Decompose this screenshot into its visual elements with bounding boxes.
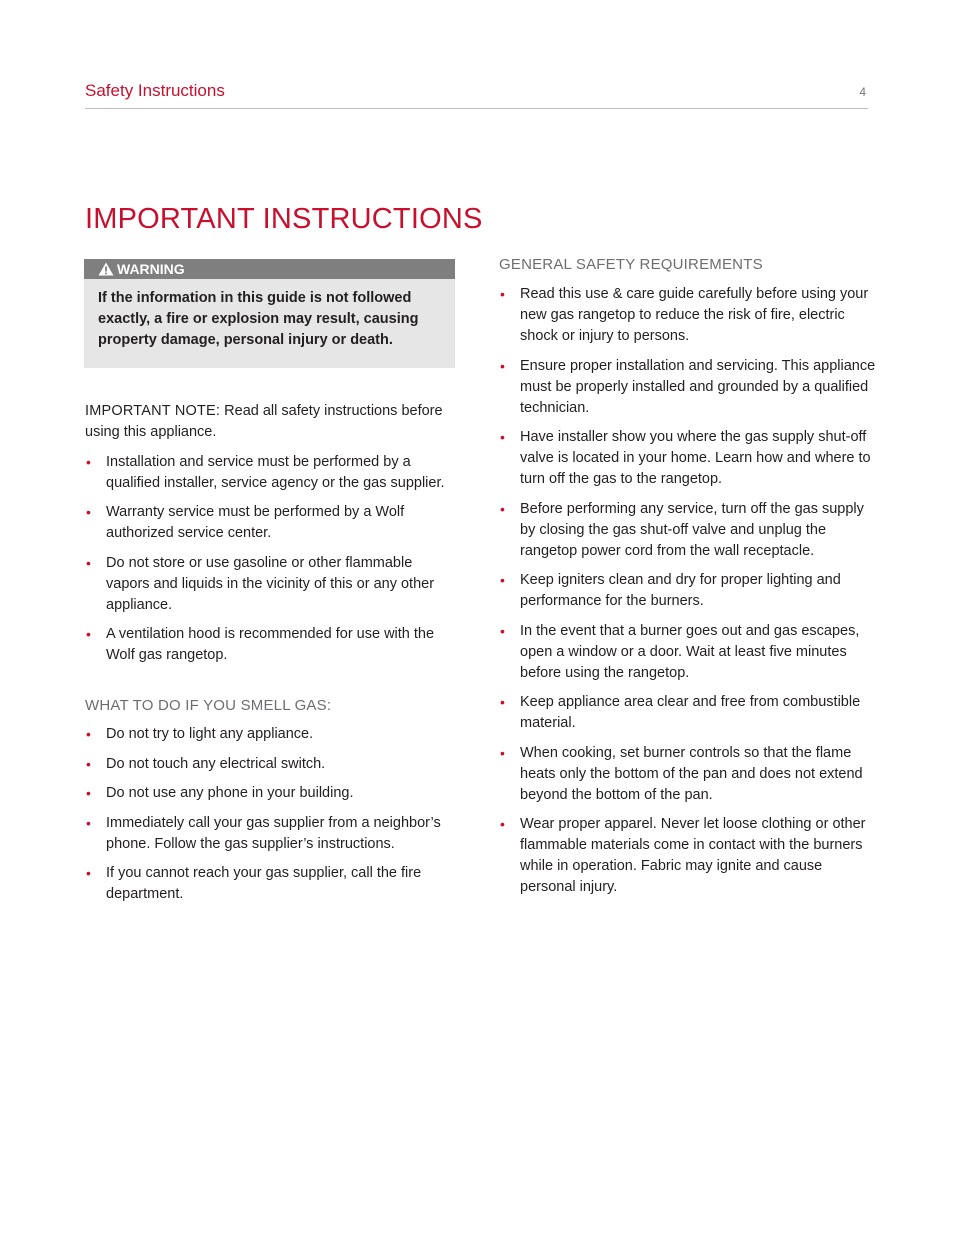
list-item: [85, 783, 457, 804]
bullet-dot-icon: •: [86, 554, 91, 571]
page-number: 4: [859, 85, 866, 99]
list-item: [499, 284, 877, 347]
list-item-text: Read this use & care guide carefully before using your new gas rangetop to reduce the risk of fire, electric shock or injury to persons.: [520, 286, 869, 344]
list-item-text: When cooking, set burner controls so that the flame heats only the bottom of the pan and does not extend beyond the bottom of the pan.: [520, 744, 863, 803]
bullet-dot-icon: •: [86, 865, 91, 881]
header-section-title: Safety Instructions: [85, 81, 225, 100]
list-item-text: Ensure proper installation and servicing. This appliance must be properly installed and grounded by a qualified technician.: [520, 357, 876, 416]
bullet-dot-icon: •: [500, 286, 505, 302]
list-item: [499, 499, 877, 562]
list-item-text: Have installer show you where the gas supply shut-off valve is located in your home. Learn how and where to turn off the gas to the rangetop.: [520, 429, 871, 487]
bullet-dot-icon: •: [500, 694, 505, 710]
list-item: [499, 570, 877, 612]
bullet-dot-icon: •: [500, 572, 505, 588]
bullet-dot-icon: •: [86, 504, 91, 520]
bullet-dot-icon: •: [86, 755, 91, 772]
list-item-text: Do not try to light any appliance.: [106, 726, 314, 742]
list-item: [499, 743, 877, 806]
bullet-dot-icon: •: [500, 622, 505, 639]
list-item-text: In the event that a burner goes out and gas escapes, open a window or a door. Wait at least five minutes before using the rangetop.: [520, 622, 860, 681]
list-item: [85, 754, 457, 775]
bullet-dot-icon: •: [500, 429, 505, 445]
general-safety-list: [499, 284, 877, 898]
list-item: [499, 692, 877, 734]
list-item-text: Warranty service must be performed by a Wolf authorized service center.: [106, 504, 405, 541]
warning-label: WARNING: [117, 261, 185, 277]
general-safety-heading: GENERAL SAFETY REQUIREMENTS: [499, 256, 763, 273]
smell-gas-list: [85, 724, 457, 905]
list-item: [85, 863, 457, 905]
header-divider: [85, 108, 868, 109]
list-item-text: Do not store or use gasoline or other flammable vapors and liquids in the vicinity of this or any other appliance.: [106, 554, 435, 613]
warning-box: [84, 259, 455, 368]
bullet-dot-icon: •: [500, 744, 505, 761]
bullet-dot-icon: •: [86, 726, 91, 742]
important-note-text: Read all safety instructions before using this appliance.: [85, 403, 443, 440]
list-item-text: Keep appliance area clear and free from combustible material.: [520, 694, 861, 731]
list-item-text: If you cannot reach your gas supplier, call the fire department.: [106, 865, 422, 902]
list-item-text: A ventilation hood is recommended for use with the Wolf gas rangetop.: [106, 626, 435, 663]
warning-triangle-icon: [98, 262, 114, 276]
list-item: [85, 813, 457, 855]
list-item-text: Immediately call your gas supplier from a neighbor’s phone. Follow the gas supplier’s instructions.: [106, 814, 441, 852]
list-item: [499, 427, 877, 490]
list-item-text: Wear proper apparel. Never let loose clothing or other flammable materials come in contact with the burners while in operation. Fabric may ignite and cause personal injury.: [520, 816, 866, 895]
list-item: [499, 356, 877, 419]
bullet-dot-icon: •: [86, 814, 91, 831]
bullet-dot-icon: •: [500, 500, 505, 517]
instruction-list: [85, 452, 457, 667]
list-item: [85, 452, 457, 494]
list-item: [85, 724, 457, 745]
bullet-dot-icon: •: [500, 816, 505, 832]
bullet-dot-icon: •: [86, 785, 91, 801]
list-item-text: Keep igniters clean and dry for proper lighting and performance for the burners.: [520, 572, 841, 609]
list-item-text: Installation and service must be performed by a qualified installer, service agency or the gas supplier.: [106, 453, 445, 491]
bullet-dot-icon: •: [500, 357, 505, 374]
right-column: [499, 255, 877, 898]
important-note-label: IMPORTANT NOTE:: [85, 403, 221, 419]
list-item-text: Do not touch any electrical switch.: [106, 755, 326, 772]
list-item: [85, 624, 457, 666]
bullet-dot-icon: •: [86, 626, 91, 642]
bullet-dot-icon: •: [86, 453, 91, 470]
smell-gas-heading: WHAT TO DO IF YOU SMELL GAS:: [85, 697, 332, 714]
warning-header: [84, 259, 455, 279]
list-item: [85, 502, 457, 544]
list-item: [85, 553, 457, 616]
list-item-text: Do not use any phone in your building.: [106, 785, 354, 801]
page-title: IMPORTANT INSTRUCTIONS: [85, 203, 483, 235]
list-item: [499, 814, 877, 898]
warning-text: If the information in this guide is not followed exactly, a fire or explosion may result, causing property damage, personal injury or death.: [98, 290, 419, 348]
list-item-text: Before performing any service, turn off the gas supply by closing the gas shut-off valve and unplug the rangetop power cord from the wall receptacle.: [520, 500, 864, 559]
important-note: [85, 401, 457, 443]
left-column: [85, 259, 457, 905]
list-item: [499, 621, 877, 684]
